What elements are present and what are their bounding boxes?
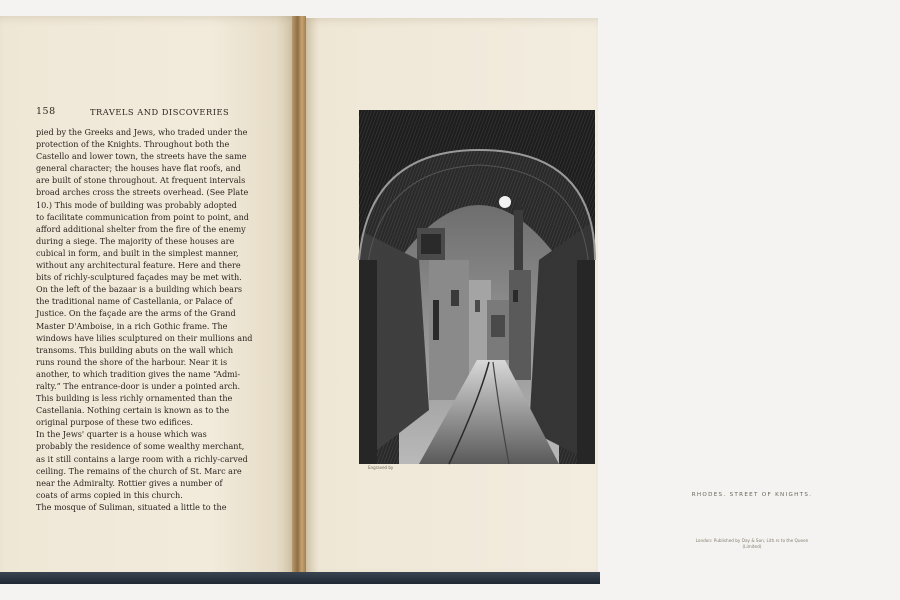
right-page: [302, 18, 813, 578]
text-line: afford additional shelter from the fire of the enemy: [36, 223, 246, 234]
text-line: to facilitate communication from point to point, and: [36, 211, 249, 222]
open-book: [0, 16, 813, 582]
text-line: probably the residence of some wealthy merchant,: [36, 441, 245, 452]
publisher-line: (Limited): [742, 543, 762, 549]
plate-caption: RHODES. STREET OF KNIGHTS.: [691, 492, 813, 498]
book-cover-edge: [0, 572, 600, 584]
text-line: original purpose of these two edifices.: [36, 417, 193, 428]
text-line: The mosque of Suliman, situated a little to the: [36, 501, 227, 512]
text-line: runs round the shore of the harbour. Near it is: [36, 356, 228, 367]
engraving-street-of-knights: [359, 110, 595, 464]
text-line: On the left of the bazaar is a building which bears: [36, 284, 242, 295]
text-line: windows have lilies sculptured on their mullions and: [36, 332, 253, 343]
text-line: cubical in form, and built in the simplest manner,: [36, 247, 239, 258]
text-line: transoms. This building abuts on the wall which: [36, 344, 234, 355]
text-line: Justice. On the façade are the arms of the Grand: [36, 308, 236, 319]
text-line: the traditional name of Castellania, or Palace of: [36, 296, 233, 307]
text-line: This building is less richly ornamented than the: [36, 393, 233, 404]
text-line: ceiling. The remains of the church of St. Marc are: [36, 465, 242, 476]
text-line: without any architectural feature. Here and there: [36, 260, 241, 271]
text-line: during a siege. The majority of these houses are: [36, 235, 235, 246]
publisher-imprint: [604, 538, 900, 549]
text-line: protection of the Knights. Throughout both the: [36, 139, 230, 150]
text-line: Castellania. Nothing certain is known as to the: [36, 405, 230, 416]
engraver-credit: Engraved by: [368, 465, 394, 470]
text-line: ralty.” The entrance-door is under a pointed arch.: [36, 380, 241, 391]
left-page: [0, 16, 300, 582]
body-text: [36, 126, 253, 513]
text-line: In the Jews' quarter is a house which was: [36, 429, 207, 440]
text-line: Master D'Amboise, in a rich Gothic frame. The: [36, 320, 228, 331]
text-line: general character; the houses have flat roofs, and: [36, 163, 241, 174]
book-spine: [292, 16, 306, 582]
publisher-line: London: Published by Day & Son, Lith.rs to the Queen: [695, 538, 809, 543]
text-line: Castello and lower town, the streets have the same: [36, 151, 247, 162]
text-line: are built of stone throughout. At frequent intervals: [36, 175, 246, 186]
text-line: pied by the Greeks and Jews, who traded under the: [36, 127, 248, 137]
text-line: another, to which tradition gives the name “Admi-: [36, 368, 241, 379]
running-head-title: TRAVELS AND DISCOVERIES: [90, 107, 230, 117]
text-line: bits of richly-sculptured façades may be met with.: [36, 272, 242, 283]
text-line: broad arches cross the streets overhead. (See Plate: [36, 187, 249, 198]
text-line: coats of arms copied in this church.: [36, 489, 183, 500]
text-line: 10.) This mode of building was probably adopted: [36, 199, 237, 210]
page-number: 158: [36, 106, 56, 117]
text-line: near the Admiralty. Rottier gives a number of: [36, 477, 223, 488]
text-line: as it still contains a large room with a richly-carved: [36, 453, 248, 464]
